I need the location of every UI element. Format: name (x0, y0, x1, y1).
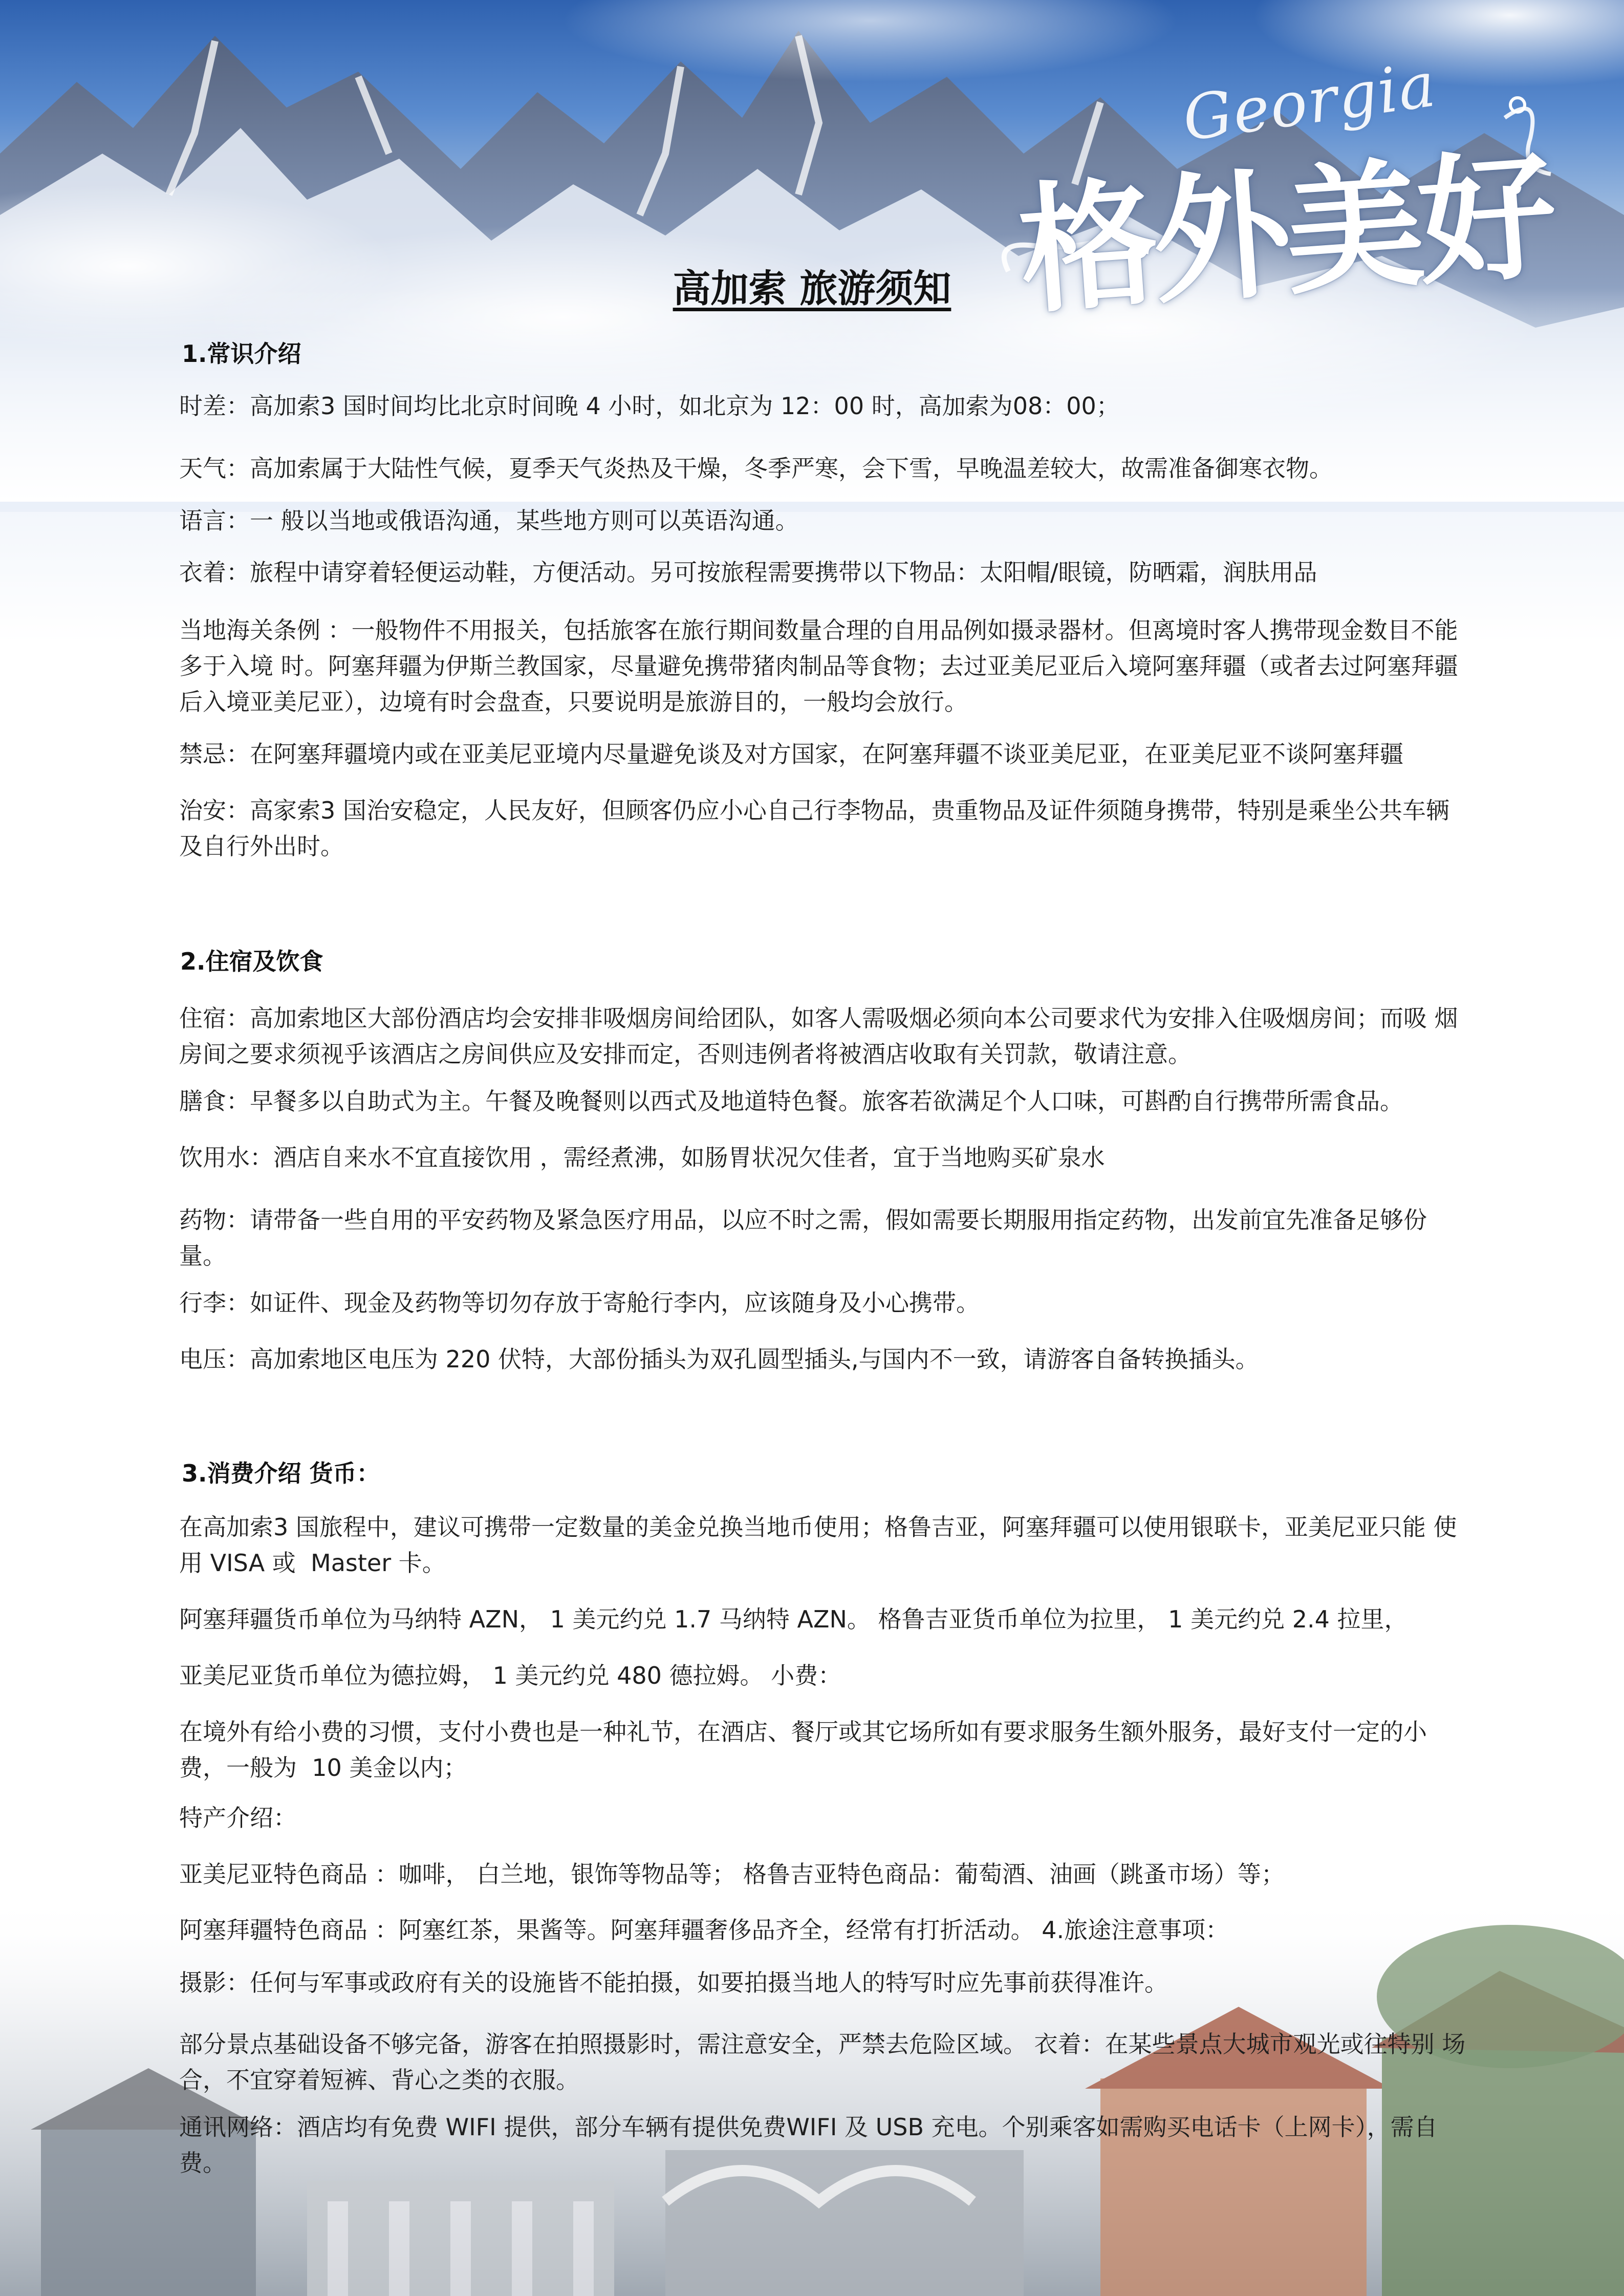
paragraph: 摄影：任何与军事或政府有关的设施皆不能拍摄，如要拍摄当地人的特写时应先事前获得准许。 (179, 1969, 1168, 1997)
paragraph: 衣着：旅程中请穿着轻便运动鞋，方便活动。另可按旅程需要携带以下物品：太阳帽/眼镜，防晒霜，润肤用品 (179, 559, 1317, 586)
paragraph: 时差：高加索3 国时间均比北京时间晚 4 小时，如北京为 12：00 时，高加索为08：00； (179, 392, 1120, 420)
paragraph: 天气：高加索属于大陆性气候，夏季天气炎热及干燥，冬季严寒，会下雪，早晚温差较大，故需准备御寒衣物。 (179, 455, 1333, 482)
paragraph: 当地海关条例 ：一般物件不用报关，包括旅客在旅行期间数量合理的自用品例如摄录器材。但离境时客人携带现金数目不能多于入境 时。阿塞拜疆为伊斯兰教国家，尽量避免携带猪肉制品等食物；去过亚美尼亚后入境阿塞拜疆（或者去过阿塞拜疆后入境亚美尼亚），边境有时会盘查，只要说明是旅游目的，一般均会放行。 (179, 616, 1458, 716)
paragraph: 阿塞拜疆特色商品 ：阿塞红茶，果酱等。阿塞拜疆奢侈品齐全，经常有打折活动。 4.旅途注意事项： (179, 1916, 1229, 1944)
paragraph: 饮用水：酒店自来水不宜直接饮用 ，需经煮沸，如肠胃状况欠佳者，宜于当地购买矿泉水 (179, 1144, 1105, 1171)
paragraph: 住宿：高加索地区大部份酒店均会安排非吸烟房间给团队，如客人需吸烟必须向本公司要求代为安排入住吸烟房间；而吸 烟房间之要求须视乎该酒店之房间供应及安排而定，否则违例者将被酒店收取有关罚款，敬请注意。 (179, 1004, 1458, 1068)
paragraph: 部分景点基础设备不够完备，游客在拍照摄影时，需注意安全，严禁去危险区域。 衣着：在某些景点大城市观光或往特别 场合，不宜穿着短裤、背心之类的衣服。 (179, 2030, 1466, 2094)
paragraph: 电压：高加索地区电压为 220 伏特，大部份插头为双孔圆型插头,与国内不一致，请游客自备转换插头。 (179, 1345, 1259, 1373)
section-heading-2: 2.住宿及饮食 (180, 948, 323, 975)
paragraph: 禁忌：在阿塞拜疆境内或在亚美尼亚境内尽量避免谈及对方国家，在阿塞拜疆不谈亚美尼亚，在亚美尼亚不谈阿塞拜疆 (179, 740, 1403, 768)
page-title: 高加索 旅游须知 (673, 267, 951, 311)
paragraph: 阿塞拜疆货币单位为马纳特 AZN， 1 美元约兑 1.7 马纳特 AZN。 格鲁吉亚货币单位为拉里， 1 美元约兑 2.4 拉里， (179, 1605, 1408, 1633)
paragraph: 通讯网络：酒店均有免费 WIFI 提供，部分车辆有提供免费WIFI 及 USB 充电。个别乘客如需购买电话卡（上网卡），需自费。 (179, 2113, 1438, 2177)
paragraph: 膳食：早餐多以自助式为主。午餐及晚餐则以西式及地道特色餐。旅客若欲满足个人口味，可斟酌自行携带所需食品。 (179, 1087, 1403, 1115)
paragraph: 语言：一 般以当地或俄语沟通，某些地方则可以英语沟通。 (179, 507, 799, 534)
section-heading-1: 1.常识介绍 (182, 340, 301, 368)
paragraph: 在境外有给小费的习惯，支付小费也是一种礼节，在酒店、餐厅或其它场所如有要求服务生额外服务，最好支付一定的小费，一般为 10 美金以内； (179, 1718, 1427, 1782)
paragraph: 特产介绍： (179, 1804, 297, 1832)
paragraph: 在高加索3 国旅程中，建议可携带一定数量的美金兑换当地币使用；格鲁吉亚，阿塞拜疆可以使用银联卡，亚美尼亚只能 使用 VISA 或 Master 卡。 (179, 1513, 1457, 1577)
paragraph: 行李：如证件、现金及药物等切勿存放于寄舱行李内，应该随身及小心携带。 (179, 1289, 980, 1317)
paragraph: 药物：请带备一些自用的平安药物及紧急医疗用品，以应不时之需，假如需要长期服用指定药物，出发前宜先准备足够份量。 (179, 1206, 1427, 1270)
paragraph: 亚美尼亚特色商品 ：咖啡， 白兰地，银饰等物品等； 格鲁吉亚特色商品：葡萄酒、油画（跳蚤市场）等； (179, 1860, 1285, 1888)
paragraph: 亚美尼亚货币单位为德拉姆， 1 美元约兑 480 德拉姆。 小费： (179, 1662, 842, 1689)
section-heading-3: 3.消费介绍 货币： (182, 1460, 380, 1487)
paragraph: 治安：高家索3 国治安稳定，人民友好，但顾客仍应小心自己行李物品，贵重物品及证件须随身携带，特别是乘坐公共车辆及自行外出时。 (179, 797, 1449, 860)
logo-script-text: Georgia (1178, 49, 1441, 155)
logo-chinese-text: 格外美好 (1014, 133, 1557, 333)
